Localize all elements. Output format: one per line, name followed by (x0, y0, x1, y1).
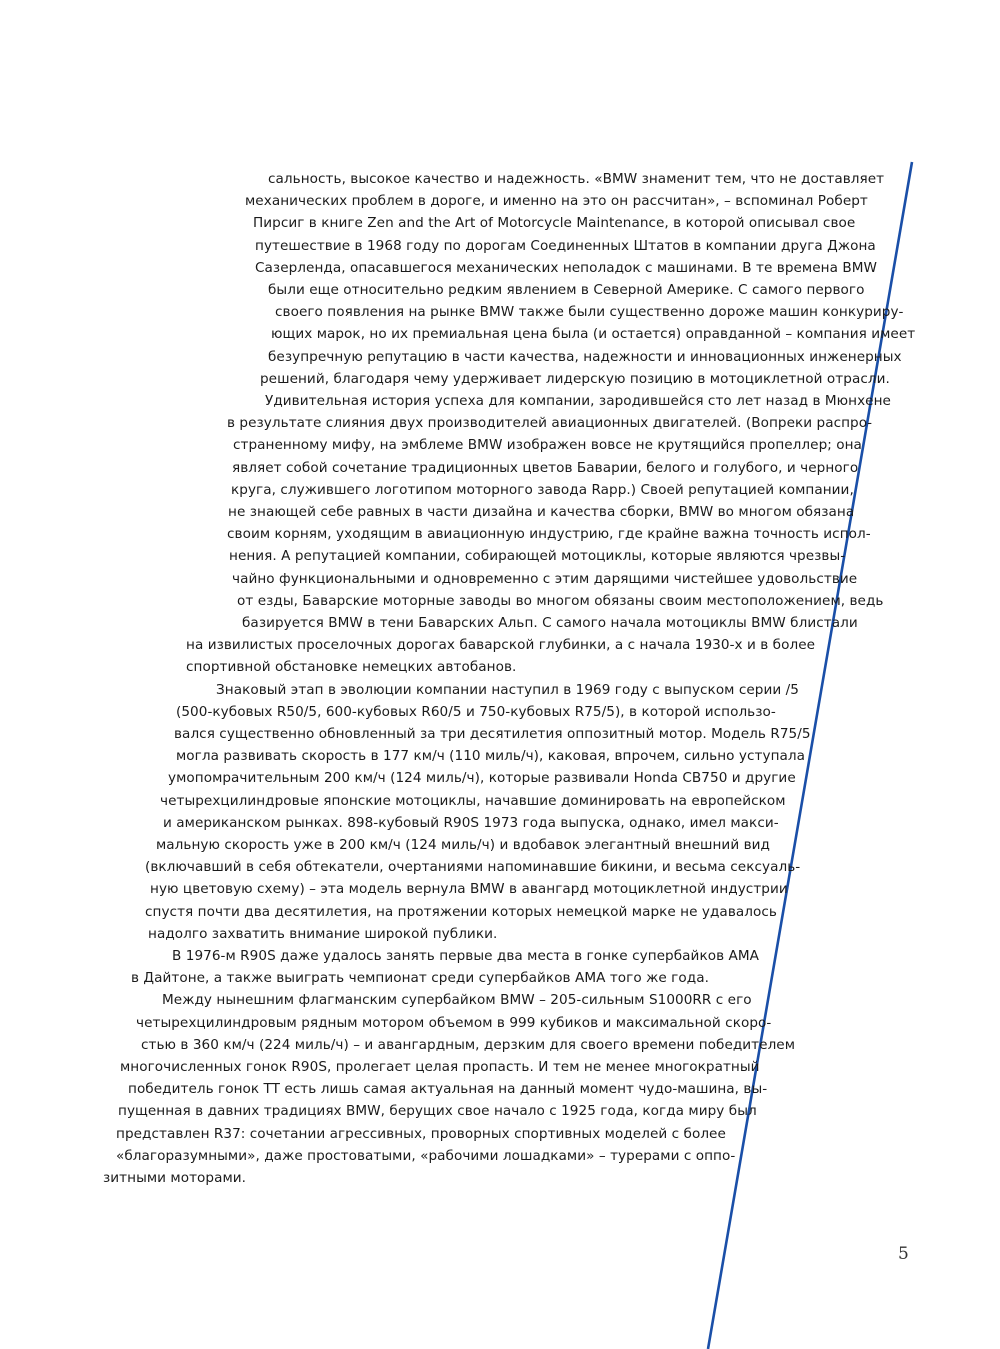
text-line: были еще относительно редким явлением в Северной Америке. С самого первого (268, 282, 865, 298)
text-line: базируется BMW в тени Баварских Альп. С самого начала мотоциклы BMW блистали (242, 615, 858, 631)
text-line: решений, благодаря чему удерживает лидерскую позицию в мотоциклетной отрасли. (260, 370, 890, 387)
text-line: являет собой сочетание традиционных цветов Баварии, белого и голубого, и черного (232, 459, 859, 476)
text-line: умопомрачительным 200 км/ч (124 миль/ч), которые развивали Honda CB750 и другие (168, 770, 796, 787)
text-line: и американском рынках. 898-кубовый R90S 1973 года выпуска, однако, имел макси- (163, 814, 779, 831)
text-line: четырехцилиндровые японские мотоциклы, начавшие доминировать на европейском (160, 792, 786, 809)
text-line: сальность, высокое качество и надежность. «BMW знаменит тем, что не доставляет (268, 171, 885, 187)
text-line: зитными моторами. (103, 1170, 247, 1186)
text-line: путешествие в 1968 году по дорогам Соединенных Штатов в компании друга Джона (255, 237, 876, 254)
text-line: ную цветовую схему) – эта модель вернула BMW в авангард мотоциклетной индустрии (150, 881, 788, 898)
text-line: победитель гонок TT есть лишь самая актуальная на данный момент чудо-машина, вы- (128, 1081, 768, 1098)
text-line: В 1976-м R90S даже удалось занять первые два места в гонке супербайков AMA (172, 948, 759, 964)
text-line: надолго захватить внимание широкой публики. (148, 925, 498, 942)
text-line: механических проблем в дороге, и именно на это он рассчитан», – вспоминал Роберт (245, 193, 868, 210)
text-line: спортивной обстановке немецких автобанов. (186, 659, 517, 676)
text-line: (включавший в себя обтекатели, очертаниями напоминавшие бикини, и весьма сексуаль- (145, 859, 801, 876)
text-line: своего появления на рынке BMW также были существенно дороже машин конкуриру- (275, 304, 904, 321)
text-line: вался существенно обновленный за три десятилетия оппозитный мотор. Модель R75/5 (174, 726, 811, 742)
text-line: безупречную репутацию в части качества, надежности и инновационных инженерных (268, 348, 902, 365)
text-line: ющих марок, но их премиальная цена была (и остается) оправданной – компания имеет (271, 326, 916, 343)
text-line: (500-кубовых R50/5, 600-кубовых R60/5 и 750-кубовых R75/5), в которой использо- (176, 703, 776, 720)
text-line: страненному мифу, на эмблеме BMW изображен вовсе не крутящийся пропеллер; она (233, 437, 862, 454)
text-line: своим корням, уходящим в авиационную индустрию, где крайне важна точность испол- (227, 526, 871, 543)
text-line: чайно функциональными и одновременно с этим дарящими чистейшее удовольствие (232, 570, 858, 587)
text-line: Знаковый этап в эволюции компании наступил в 1969 году с выпуском серии /5 (216, 681, 799, 698)
text-line: в Дайтоне, а также выиграть чемпионат среди супербайков AMA того же года. (131, 970, 709, 987)
text-line: стью в 360 км/ч (224 миль/ч) – и авангардным, дерзким для своего времени победителем (141, 1036, 796, 1053)
text-line: мальную скорость уже в 200 км/ч (124 миль/ч) и вдобавок элегантный внешний вид (156, 837, 770, 853)
text-line: могла развивать скорость в 177 км/ч (110 миль/ч), каковая, впрочем, сильно уступала (176, 748, 806, 765)
text-line: Между нынешним флагманским супербайком BMW – 205-сильным S1000RR с его (162, 992, 752, 1009)
text-line: пущенная в давних традициях BMW, берущих свое начало с 1925 года, когда миру был (118, 1103, 757, 1120)
text-line: четырехцилиндровым рядным мотором объемом в 999 кубиков и максимальной скоро- (136, 1014, 772, 1031)
text-line: в результате слияния двух производителей авиационных двигателей. (Вопреки распро- (227, 415, 873, 432)
text-line: спустя почти два десятилетия, на протяжении которых немецкой марке не удавалось (145, 903, 777, 920)
text-line: на извилистых проселочных дорогах баварской глубинки, а с начала 1930-х и в более (186, 637, 816, 654)
text-line: круга, служившего логотипом моторного завода Rapp.) Своей репутацией компании, (231, 481, 854, 498)
text-line: представлен R37: сочетании агрессивных, проворных спортивных моделей с более (116, 1125, 726, 1142)
text-line: Сазерленда, опасавшегося механических неполадок с машинами. В те времена BMW (255, 259, 877, 276)
page-number: 5 (898, 1244, 909, 1264)
text-line: нения. А репутацией компании, собирающей мотоциклы, которые являются чрезвы- (229, 548, 846, 565)
text-line: Пирсиг в книге Zen and the Art of Motorcycle Maintenance, в которой описывал свое (253, 215, 856, 232)
text-line: не знающей себе равных в части дизайна и качества сборки, BMW во многом обязана (228, 504, 855, 520)
text-line: Удивительная история успеха для компании, зародившейся сто лет назад в Мюнхене (265, 393, 891, 409)
text-line: от езды, Баварские моторные заводы во многом обязаны своим местоположением, ведь (237, 592, 884, 609)
text-line: «благоразумными», даже простоватыми, «рабочими лошадками» – турерами с оппо- (116, 1147, 736, 1164)
text-line: многочисленных гонок R90S, пролегает целая пропасть. И тем не менее многократный (120, 1059, 760, 1075)
